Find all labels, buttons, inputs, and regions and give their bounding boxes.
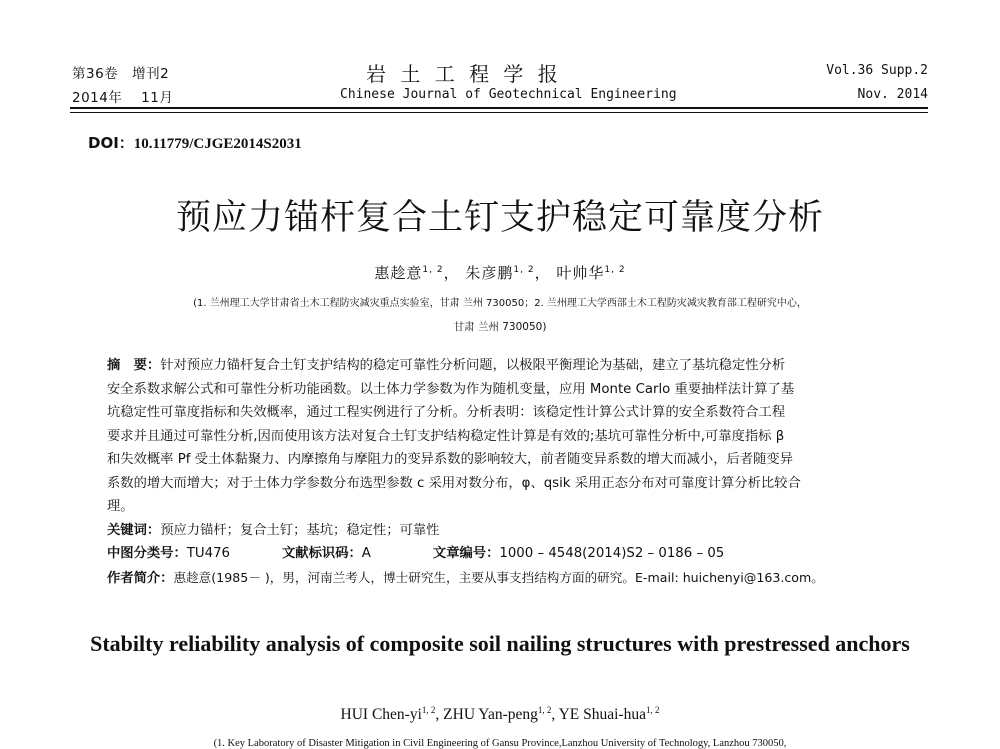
journal-title-en: Chinese Journal of Geotechnical Engineering	[340, 87, 677, 102]
author-en-2: ZHU Yan-peng	[443, 706, 538, 723]
abstract-cn	[107, 354, 897, 590]
abstract-line: 安全系数求解公式和可靠性分析功能函数。以土体力学参数为作为随机变量，应用 Monte Carlo 重要抽样法计算了基	[107, 381, 795, 397]
author-cn-1: 惠趁意	[374, 264, 423, 282]
article-no-value: 1000 – 4548(2014)S2 – 0186 – 05	[499, 546, 725, 561]
volume-supp-en: Vol.36 Supp.2	[826, 63, 928, 78]
classification-line	[107, 542, 897, 566]
publication-date-en: Nov. 2014	[857, 87, 928, 102]
affiliation-cn-line1: (1. 兰州理工大学甘肃省土木工程防灾减灾重点实验室，甘肃 兰州 730050；2. 兰州理工大学西部土木工程防灾减灾教育部工程研究中心，	[193, 298, 807, 309]
abstract-line: 和失效概率 Pf 受土体黏聚力、内摩擦角与摩阻力的变异系数的影响较大，前者随变异系数的增大而减小，后者随变异	[107, 452, 793, 467]
author-separator: ，	[443, 264, 460, 282]
authors-cn	[0, 262, 1000, 283]
author-cn-3: 叶帅华	[556, 264, 605, 282]
author-en-3-affil: 1, 2	[645, 704, 660, 715]
author-en-1-affil: 1, 2	[421, 704, 436, 715]
header-rule-thick	[70, 107, 928, 109]
affiliation-en: (1. Key Laboratory of Disaster Mitigation in Civil Engineering of Gansu Province,Lanzhou University of Technology, Lanzhou 730050,	[213, 738, 787, 749]
abstract-line: 要求并且通过可靠性分析,因而使用该方法对复合土钉支护结构稳定性计算是有效的;基坑可靠性分析中,可靠度指标 β	[107, 428, 785, 444]
header-rule-thin	[70, 112, 928, 113]
article-no-label: 文章编号：	[432, 546, 500, 561]
author-cn-1-affil: 1, 2	[422, 265, 444, 275]
doc-code-value: A	[361, 546, 371, 561]
author-cn-2: 朱彦鹏	[465, 264, 514, 282]
abstract-line: 理。	[107, 499, 134, 514]
doi-value[interactable]: 10.11779/CJGE2014S2031	[133, 136, 302, 152]
journal-title-cn: 岩 土 工 程 学 报	[366, 62, 562, 86]
keywords-label: 关键词：	[107, 522, 161, 538]
abstract-line: 针对预应力锚杆复合土钉支护结构的稳定可靠性分析问题，以极限平衡理论为基础，建立了基坑稳定性分析	[160, 358, 786, 373]
author-en-3: YE Shuai-hua	[558, 706, 646, 723]
doi-label: DOI：	[88, 134, 134, 152]
author-en-1: HUI Chen-yi	[340, 706, 422, 723]
affiliation-cn-line2: 甘肃 兰州 730050)	[453, 321, 547, 333]
volume-issue: 第36卷 增刊2	[72, 66, 170, 82]
author-bio-value: 惠趁意(1985－ )，男，河南兰考人，博士研究生，主要从事支挡结构方面的研究。E-mail: huichenyi@163.com。	[173, 569, 824, 585]
title-en: Stabilty reliability analysis of composite soil nailing structures with prestressed anchors	[90, 631, 910, 656]
clc-value: TU476	[186, 546, 231, 561]
abstract-line: 系数的增大而增大；对于土体力学参数分布选型参数 c 采用对数分布，φ、qsik 采用正态分布对可靠度计算分析比较合	[107, 475, 801, 491]
author-separator: ，	[534, 264, 551, 282]
publication-date-cn: 2014年 11月	[72, 90, 174, 106]
doi	[88, 132, 302, 153]
authors-en: HUI Chen-yi$^{1, 2}$, ZHU Yan-peng$^{1, 2}$, YE Shuai-hua$^{1, 2}$	[340, 704, 660, 723]
author-cn-2-affil: 1, 2	[513, 265, 535, 275]
title-cn: 预应力锚杆复合土钉支护稳定可靠度分析	[175, 198, 824, 238]
keywords-value: 预应力锚杆；复合土钉；基坑；稳定性；可靠性	[160, 522, 440, 538]
author-bio-label: 作者简介：	[107, 570, 174, 586]
doc-code-label: 文献标识码：	[282, 546, 362, 561]
author-en-2-affil: 1, 2	[537, 704, 552, 715]
abstract-line: 坑稳定性可靠度指标和失效概率，通过工程实例进行了分析。分析表明：该稳定性计算公式计算的安全系数符合工程	[107, 405, 786, 420]
author-cn-3-affil: 1, 2	[604, 265, 626, 275]
abstract-label: 摘 要：	[107, 358, 161, 373]
clc-label: 中图分类号：	[107, 546, 187, 561]
